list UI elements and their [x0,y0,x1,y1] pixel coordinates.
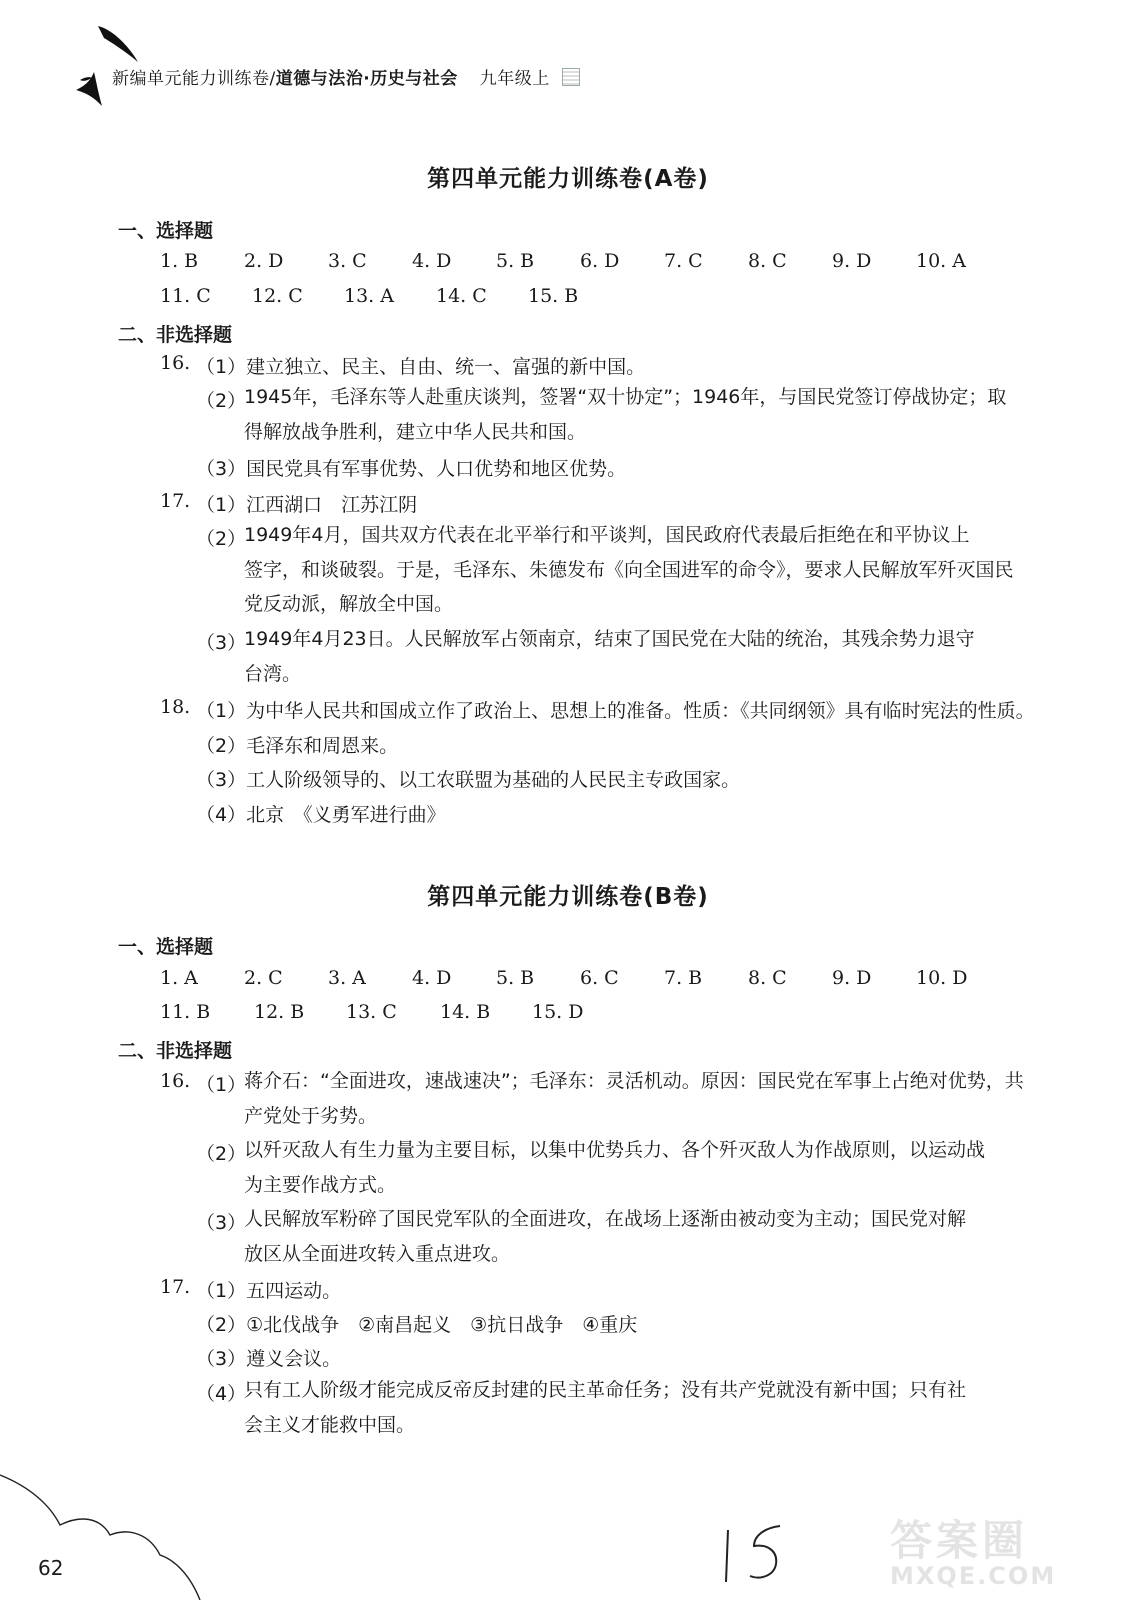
running-header [112,64,580,89]
sub-label: （1） [196,1074,247,1096]
mcq-answer: 11. C [160,285,211,307]
mcq-answer: 3. C [328,250,367,272]
mcq-answer: 3. A [328,967,366,989]
mcq-answer: 6. D [580,250,620,272]
answer-paragraph [244,380,1054,449]
answer-line: 放区从全面进攻转入重点进攻。 [244,1242,511,1265]
answer-line: （1）五四运动。 [196,1280,342,1302]
mcq-answer: 14. C [436,285,487,307]
answer-line: 以歼灭敌人有生力量为主要目标，以集中优势兵力、各个歼灭敌人为作战原则，以运动战 [244,1139,986,1161]
answer-line: 会主义才能救中国。 [244,1413,416,1436]
answer-line: （2）①北伐战争 ②南昌起义 ③抗日战争 ④重庆 [196,1314,638,1336]
mcq-answer: 12. B [254,1001,305,1023]
sub-label: （3） [196,1212,247,1234]
header-subject: 道德与法治·历史与社会 [275,69,458,89]
mcq-answer: 4. D [412,967,452,989]
question-number: 18. [160,696,191,718]
mcq-answer: 10. A [916,250,966,272]
answer-line: 1949年4月，国共双方代表在北平举行和平谈判，国民政府代表最后拒绝在和平协议上 [244,524,970,546]
sub-label: （2） [196,528,247,550]
answer-line: （4）北京 《义勇军进行曲》 [196,804,446,826]
mcq-answer: 9. D [832,250,872,272]
mcq-answer: 15. B [528,285,579,307]
answer-paragraph [244,622,1054,691]
section-b-nonmcq-heading: 二、非选择题 [118,1040,233,1062]
answer-line: （1）江西湖口 江苏江阴 [196,494,418,516]
mcq-answer: 13. C [346,1001,397,1023]
mcq-answer: 15. D [532,1001,584,1023]
mcq-answer: 8. C [748,967,787,989]
mcq-answer: 2. D [244,250,284,272]
mcq-answer: 7. C [664,250,703,272]
page-number: 62 [38,1556,64,1580]
watermark-logo [890,1508,1100,1592]
section-a-title: 第四单元能力训练卷(A卷) [427,166,709,192]
mcq-answer: 4. D [412,250,452,272]
question-number: 17. [160,1276,191,1298]
answer-line: 产党处于劣势。 [244,1104,378,1127]
mcq-answer: 14. B [440,1001,491,1023]
answer-line: 为主要作战方式。 [244,1173,397,1196]
question-number: 16. [160,352,191,374]
answer-line: 1949年4月23日。人民解放军占领南京，结束了国民党在大陆的统治，其残余势力退守 [244,628,975,650]
answer-paragraph [244,1202,1054,1271]
mcq-answer: 1. A [160,967,198,989]
question-number: 17. [160,490,191,512]
answer-line: 人民解放军粉碎了国民党军队的全面进攻，在战场上逐渐由被动变为主动；国民党对解 [244,1208,967,1230]
watermark-text: 答案圈 [890,1516,1029,1565]
mcq-answer: 6. C [580,967,619,989]
section-b-mcq-heading: 一、选择题 [118,936,214,958]
answer-line: （3）工人阶级领导的、以工农联盟为基础的人民民主专政国家。 [196,769,741,791]
question-number: 16. [160,1070,191,1092]
mcq-answer: 7. B [664,967,703,989]
mcq-answer: 10. D [916,967,968,989]
answer-paragraph [244,1373,1054,1442]
mcq-answer: 1. B [160,250,199,272]
mcq-answer: 11. B [160,1001,211,1023]
mcq-answer: 9. D [832,967,872,989]
answer-line: （1）建立独立、民主、自由、统一、富强的新中国。 [196,356,646,378]
mcq-answer: 2. C [244,967,283,989]
answer-line: （3）国民党具有军事优势、人口优势和地区优势。 [196,458,627,480]
answer-paragraph [244,518,1054,622]
answer-line: （1）为中华人民共和国成立作了政治上、思想上的准备。性质：《共同纲领》具有临时宪法的性质。 [196,700,1035,722]
answer-line: （2）毛泽东和周恩来。 [196,735,399,757]
answer-paragraph [244,1133,1054,1202]
header-series: 新编单元能力训练卷/ [112,69,276,89]
answer-line: 台湾。 [244,662,302,685]
answer-line: 签字，和谈破裂。于是，毛泽东、朱德发布《向全国进军的命令》，要求人民解放军歼灭国民 [244,558,1014,581]
answer-line: （3）遵义会议。 [196,1348,342,1370]
answer-line: 1945年，毛泽东等人赴重庆谈判，签署“双十协定”；1946年，与国民党签订停战协定；取 [244,386,1007,408]
mcq-answer: 12. C [252,285,303,307]
watermark-url: MXQE.COM [890,1562,1057,1590]
section-a-mcq-heading: 一、选择题 [118,220,214,242]
answer-line: 只有工人阶级才能完成反帝反封建的民主革命任务；没有共产党就没有新中国；只有社 [244,1379,967,1401]
header-grade: 九年级上 [479,69,550,89]
answer-line: 党反动派，解放全中国。 [244,593,454,615]
answer-line: 得解放战争胜利，建立中华人民共和国。 [244,420,587,443]
mcq-answer: 5. B [496,250,535,272]
handwritten-mark-icon [720,1520,800,1590]
sub-label: （2） [196,1143,247,1165]
mcq-answer: 13. A [344,285,394,307]
section-a-nonmcq-heading: 二、非选择题 [118,324,233,346]
answer-line: 蒋介石：“全面进攻，速战速决”；毛泽东：灵活机动。原因：国民党在军事上占绝对优势，共 [244,1070,1024,1092]
mcq-answer: 8. C [748,250,787,272]
wave-decoration-icon [0,1465,220,1600]
answer-paragraph [244,1064,1054,1133]
sub-label: （3） [196,632,247,654]
sub-label: （4） [196,1383,247,1405]
section-b-title: 第四单元能力训练卷(B卷) [427,884,709,910]
sub-label: （2） [196,390,247,412]
qr-badge-icon [562,68,580,86]
mcq-answer: 5. B [496,967,535,989]
